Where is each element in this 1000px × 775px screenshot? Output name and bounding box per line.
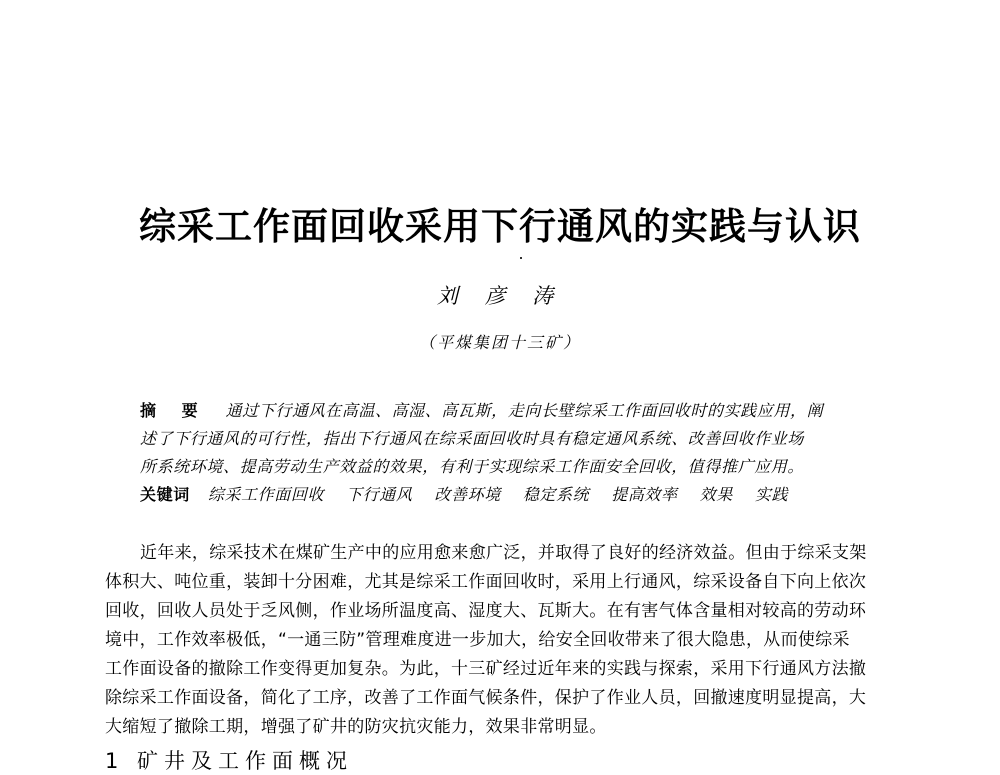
section-heading: 1 矿井及工作面概况	[105, 749, 354, 773]
body-text-line: 工作面设备的撤除工作变得更加复杂。为此，十三矿经过近年来的实践与探索，采用下行通风方法撤	[105, 659, 867, 679]
abstract-text: 述了下行通风的可行性，指出下行通风在综采面回收时具有稳定通风系统、改善回收作业场	[140, 429, 805, 448]
body-text-line: 回收，回收人员处于乏风侧，作业场所温度高、湿度大、瓦斯大。在有害气体含量相对较高的劳动环	[105, 601, 867, 621]
abstract-line	[140, 426, 865, 449]
abstract-text: 通过下行通风在高温、高湿、高瓦斯，走向长壁综采工作面回收时的实践应用，阐	[225, 401, 824, 420]
body-text-line: 近年来，综采技术在煤矿生产中的应用愈来愈广泛，并取得了良好的经济效益。但由于综采支架	[140, 543, 867, 563]
body-text-line: 大缩短了撤除工期，增强了矿井的防灾抗灾能力，效果非常明显。	[105, 717, 607, 737]
keyword: 提高效率	[611, 485, 678, 504]
keyword: 实践	[754, 485, 789, 504]
keyword: 改善环境	[434, 485, 501, 504]
keyword: 下行通风	[346, 485, 413, 504]
keyword: 稳定系统	[522, 485, 590, 504]
abstract-text: 所系统环境、提高劳动生产效益的效果，有利于实现综采工作面安全回收，值得推广应用。	[140, 457, 805, 476]
stray-dot	[520, 257, 522, 259]
body-text-line: 除综采工作面设备，简化了工序，改善了工作面气候条件，保护了作业人员，回撤速度明显提高，大	[105, 688, 867, 708]
abstract-line	[140, 454, 865, 477]
body-text-line: 体积大、吨位重，装卸十分困难，尤其是综采工作面回收时，采用上行通风，综采设备自下向上依次	[105, 572, 867, 592]
abstract-label: 摘 要	[140, 401, 208, 420]
author-name: 刘 彦 涛	[436, 284, 564, 308]
keyword: 效果	[699, 485, 733, 504]
body-text-line: 境中，工作效率极低，“一通三防”管理难度进一步加大，给安全回收带来了很大隐患，从而使综采	[105, 630, 850, 650]
keyword: 综采工作面回收	[207, 485, 325, 504]
paper-title: 综采工作面回收采用下行通风的实践与认识	[139, 204, 861, 248]
author-affiliation: （平煤集团十三矿）	[418, 333, 581, 352]
keywords-line	[140, 482, 865, 505]
keywords-label: 关键词	[140, 485, 190, 504]
abstract-line	[140, 398, 865, 421]
